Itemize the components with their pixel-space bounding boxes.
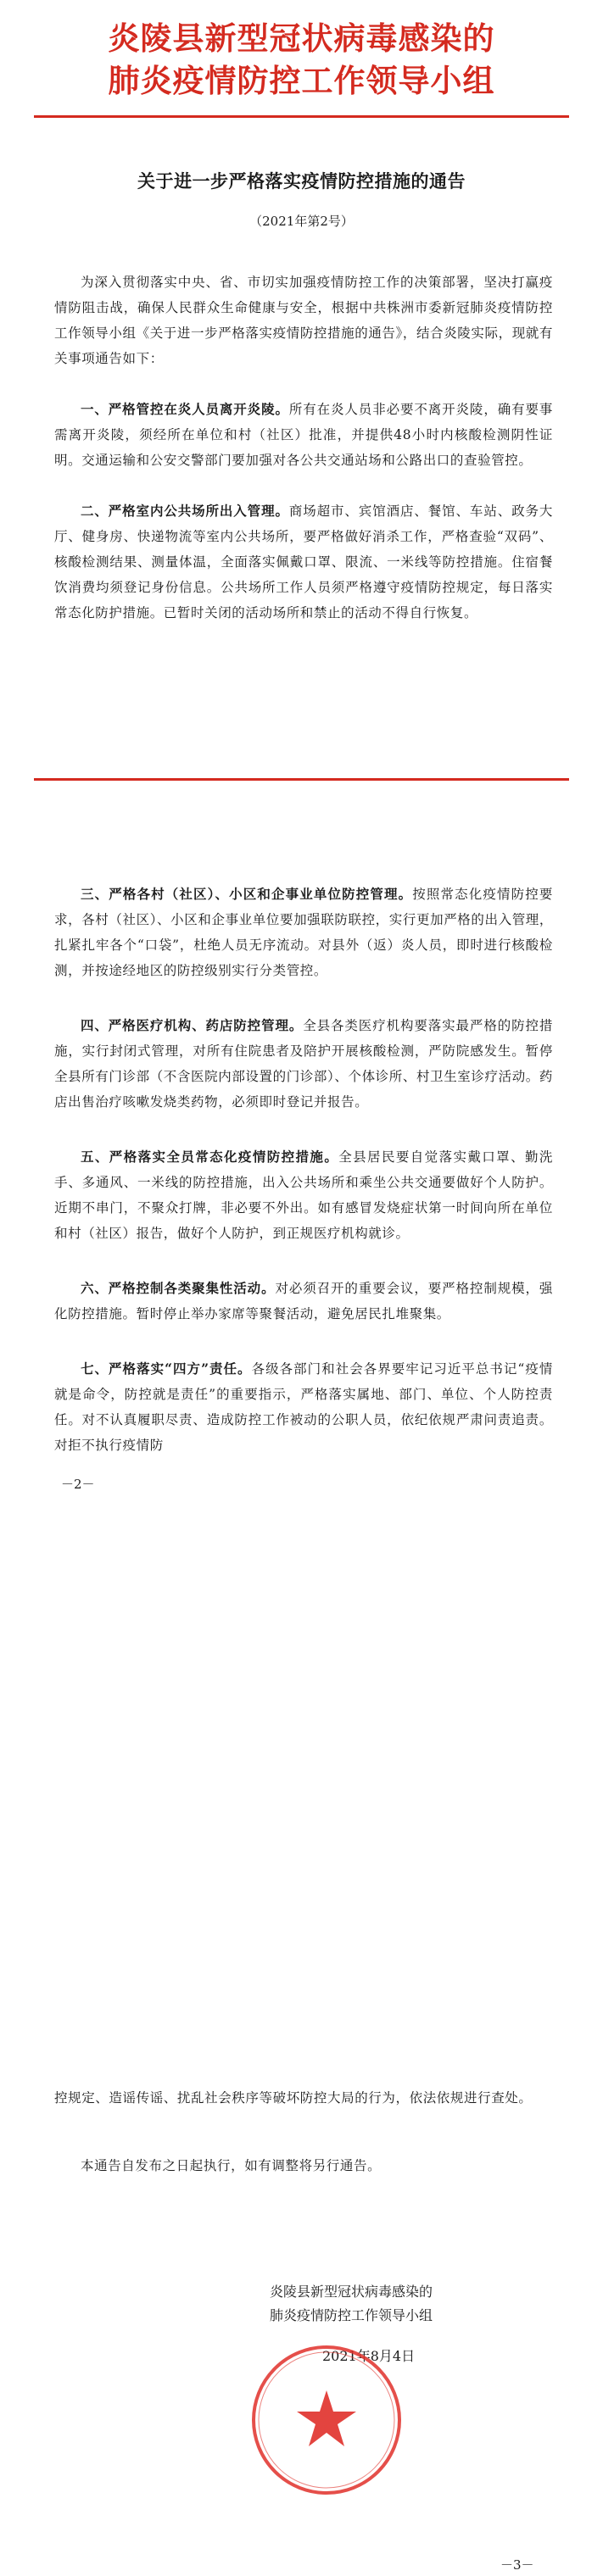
letterhead <box>0 17 603 102</box>
page-2 <box>0 882 603 2085</box>
letterhead-line-1: 炎陵县新型冠状病毒感染的 <box>108 19 495 57</box>
notice-date: 2021年8月4日 <box>322 2348 416 2364</box>
item-4-body: 全县各类医疗机构要落实最严格的防控措施，实行封闭式管理，对所有住院患者及陪护开展核酸检测，严防院感发生。暂停全县所有门诊部（不含医院内部设置的门诊部）、个体诊所、村卫生室诊疗活动。药店出售治疗咳嗽发烧类药物，必须即时登记并报告。 <box>54 1018 553 1110</box>
official-seal <box>246 2340 407 2501</box>
item-7 <box>54 1356 553 1458</box>
item-7-continuation: 控规定、造谣传谣、扰乱社会秩序等破坏防控大局的行为，依法依规进行查处。 <box>54 2090 533 2106</box>
item-6-body: 对必须召开的重要会议，要严格控制规模，强化防控措施。暂时停止举办家席等聚餐活动，避免居民扎堆聚集。 <box>54 1281 553 1321</box>
item-1 <box>54 397 553 473</box>
item-7-body-part-1: 各级各部门和社会各界要牢记习近平总书记“疫情就是命令，防控就是责任”的重要指示，严格落实属地、部门、单位、个人防控责任。对不认真履职尽责、造成防控工作被动的公职人员，依纪依规严肃问责追责。对拒不执行疫情防 <box>54 1361 553 1453</box>
notice-title: 关于进一步严格落实疫情防控措施的通告 <box>137 170 466 192</box>
item-7-heading: 七、严格落实“四方”责任。 <box>81 1360 252 1377</box>
doc-number: （2021年第2号） <box>249 214 354 229</box>
page-3 <box>0 2085 603 2576</box>
item-6 <box>54 1276 553 1327</box>
item-1-heading: 一、严格管控在炎人员离开炎陵。 <box>81 401 289 417</box>
item-3 <box>54 882 553 983</box>
page-number-3: －3－ <box>500 2557 534 2573</box>
item-3-body: 按照常态化疫情防控要求，各村（社区）、小区和企事业单位要加强联防联控，实行更加严格的出入管理，扎紧扎牢各个“口袋”，杜绝人员无序流动。对县外（返）炎人员，即时进行核酸检测，并按途经地区的防控级别实行分类管控。 <box>54 887 553 978</box>
item-4-heading: 四、严格医疗机构、药店防控管理。 <box>81 1017 304 1033</box>
signature-line-1: 炎陵县新型冠状病毒感染的 <box>270 2284 433 2300</box>
item-6-heading: 六、严格控制各类聚集性活动。 <box>81 1280 276 1296</box>
signature-block <box>270 2280 433 2328</box>
item-1-body: 所有在炎人员非必要不离开炎陵，确有要事需离开炎陵，须经所在单位和村（社区）批准，并提供48小时内核酸检测阴性证明。交通运输和公安交警部门要加强对各公共交通站场和公路出口的查验管控。 <box>54 402 553 468</box>
item-4 <box>54 1013 553 1115</box>
letterhead-red-rule <box>34 115 569 118</box>
intro-paragraph: 为深入贯彻落实中央、省、市切实加强疫情防控工作的决策部署，坚决打赢疫情防阻击战，确保人民群众生命健康与安全，根据中共株洲市委新冠肺炎疫情防控工作领导小组《关于进一步严格落实疫情防控措施的通告》，结合炎陵实际，现就有关事项通告如下： <box>54 275 553 366</box>
item-5 <box>54 1144 553 1246</box>
closing-paragraph: 本通告自发布之日起执行，如有调整将另行通告。 <box>81 2158 382 2173</box>
page-1 <box>0 0 603 882</box>
item-2-body: 商场超市、宾馆酒店、餐馆、车站、政务大厅、健身房、快递物流等室内公共场所，要严格做好消杀工作，严格查验“双码”、核酸检测结果、测量体温，全面落实佩戴口罩、限流、一米线等防控措施。住宿餐饮消费均须登记身份信息。公共场所工作人员须严格遵守疫情防控规定，每日落实常态化防护措施。已暂时关闭的活动场所和禁止的活动不得自行恢复。 <box>54 504 553 620</box>
item-2 <box>54 498 553 626</box>
item-5-body: 全县居民要自觉落实戴口罩、勤洗手、多通风、一米线的防控措施，出入公共场所和乘坐公共交通要做好个人防护。近期不串门，不聚众打牌，非必要不外出。如有感冒发烧症状第一时间向所在单位和村（社区）报告，做好个人防护，到正规医疗机构就诊。 <box>54 1149 553 1241</box>
item-2-heading: 二、严格室内公共场所出入管理。 <box>81 503 289 519</box>
letterhead-line-2: 肺炎疫情防控工作领导小组 <box>108 62 495 99</box>
item-5-heading: 五、严格落实全员常态化疫情防控措施。 <box>81 1149 339 1165</box>
page-number-2: －2－ <box>61 1477 95 1492</box>
item-3-heading: 三、严格各村（社区）、小区和企事业单位防控管理。 <box>81 886 413 902</box>
page-1-bottom-red-rule <box>34 778 569 781</box>
seal-star-icon <box>297 2390 356 2446</box>
signature-line-2: 肺炎疫情防控工作领导小组 <box>270 2307 433 2323</box>
